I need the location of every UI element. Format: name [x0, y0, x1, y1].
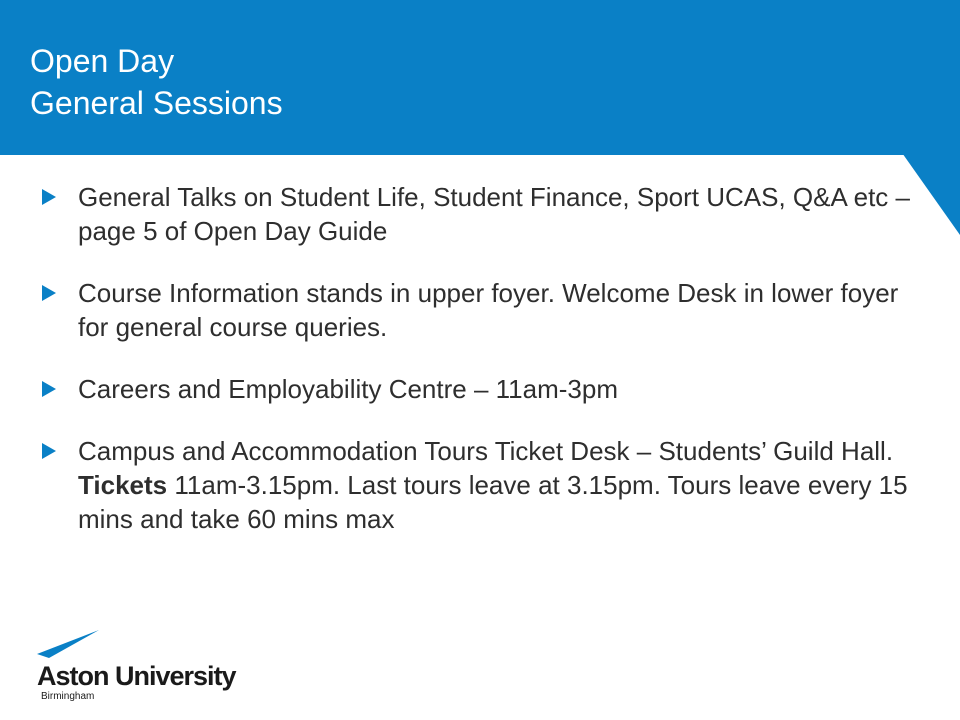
bullet-item [42, 372, 922, 406]
bullet-item [42, 180, 922, 248]
bullet-list [42, 180, 922, 564]
bullet-arrow-icon [42, 381, 56, 397]
bullet-text: Course Information stands in upper foyer. Welcome Desk in lower foyer for general course queries. [78, 278, 899, 342]
aston-logo-icon [29, 630, 99, 658]
aston-logo [25, 630, 236, 710]
bullet-text: General Talks on Student Life, Student Finance, Sport UCAS, Q&A etc – page 5 of Open Day Guide [78, 182, 910, 246]
bullet-arrow-icon [42, 285, 56, 301]
title-line-1: Open Day [30, 43, 175, 79]
bullet-text-part: Campus and Accommodation Tours Ticket Desk – Students’ Guild Hall. [78, 436, 894, 466]
title-line-2: General Sessions [30, 85, 283, 121]
bullet-arrow-icon [42, 189, 56, 205]
logo-name: Aston University [37, 661, 236, 691]
logo-subtitle: Birmingham [41, 691, 95, 702]
bullet-item [42, 276, 922, 344]
bullet-text-part: 11am-3.15pm. Last tours leave at 3.15pm. Tours leave every 15 mins and take 60 mins max [78, 470, 908, 534]
bullet-text [78, 436, 908, 534]
bullet-text-bold: Tickets [78, 470, 168, 500]
bullet-text: Careers and Employability Centre – 11am-3pm [78, 374, 618, 404]
bullet-arrow-icon [42, 443, 56, 459]
slide-title [30, 40, 283, 124]
bullet-item [42, 434, 922, 536]
